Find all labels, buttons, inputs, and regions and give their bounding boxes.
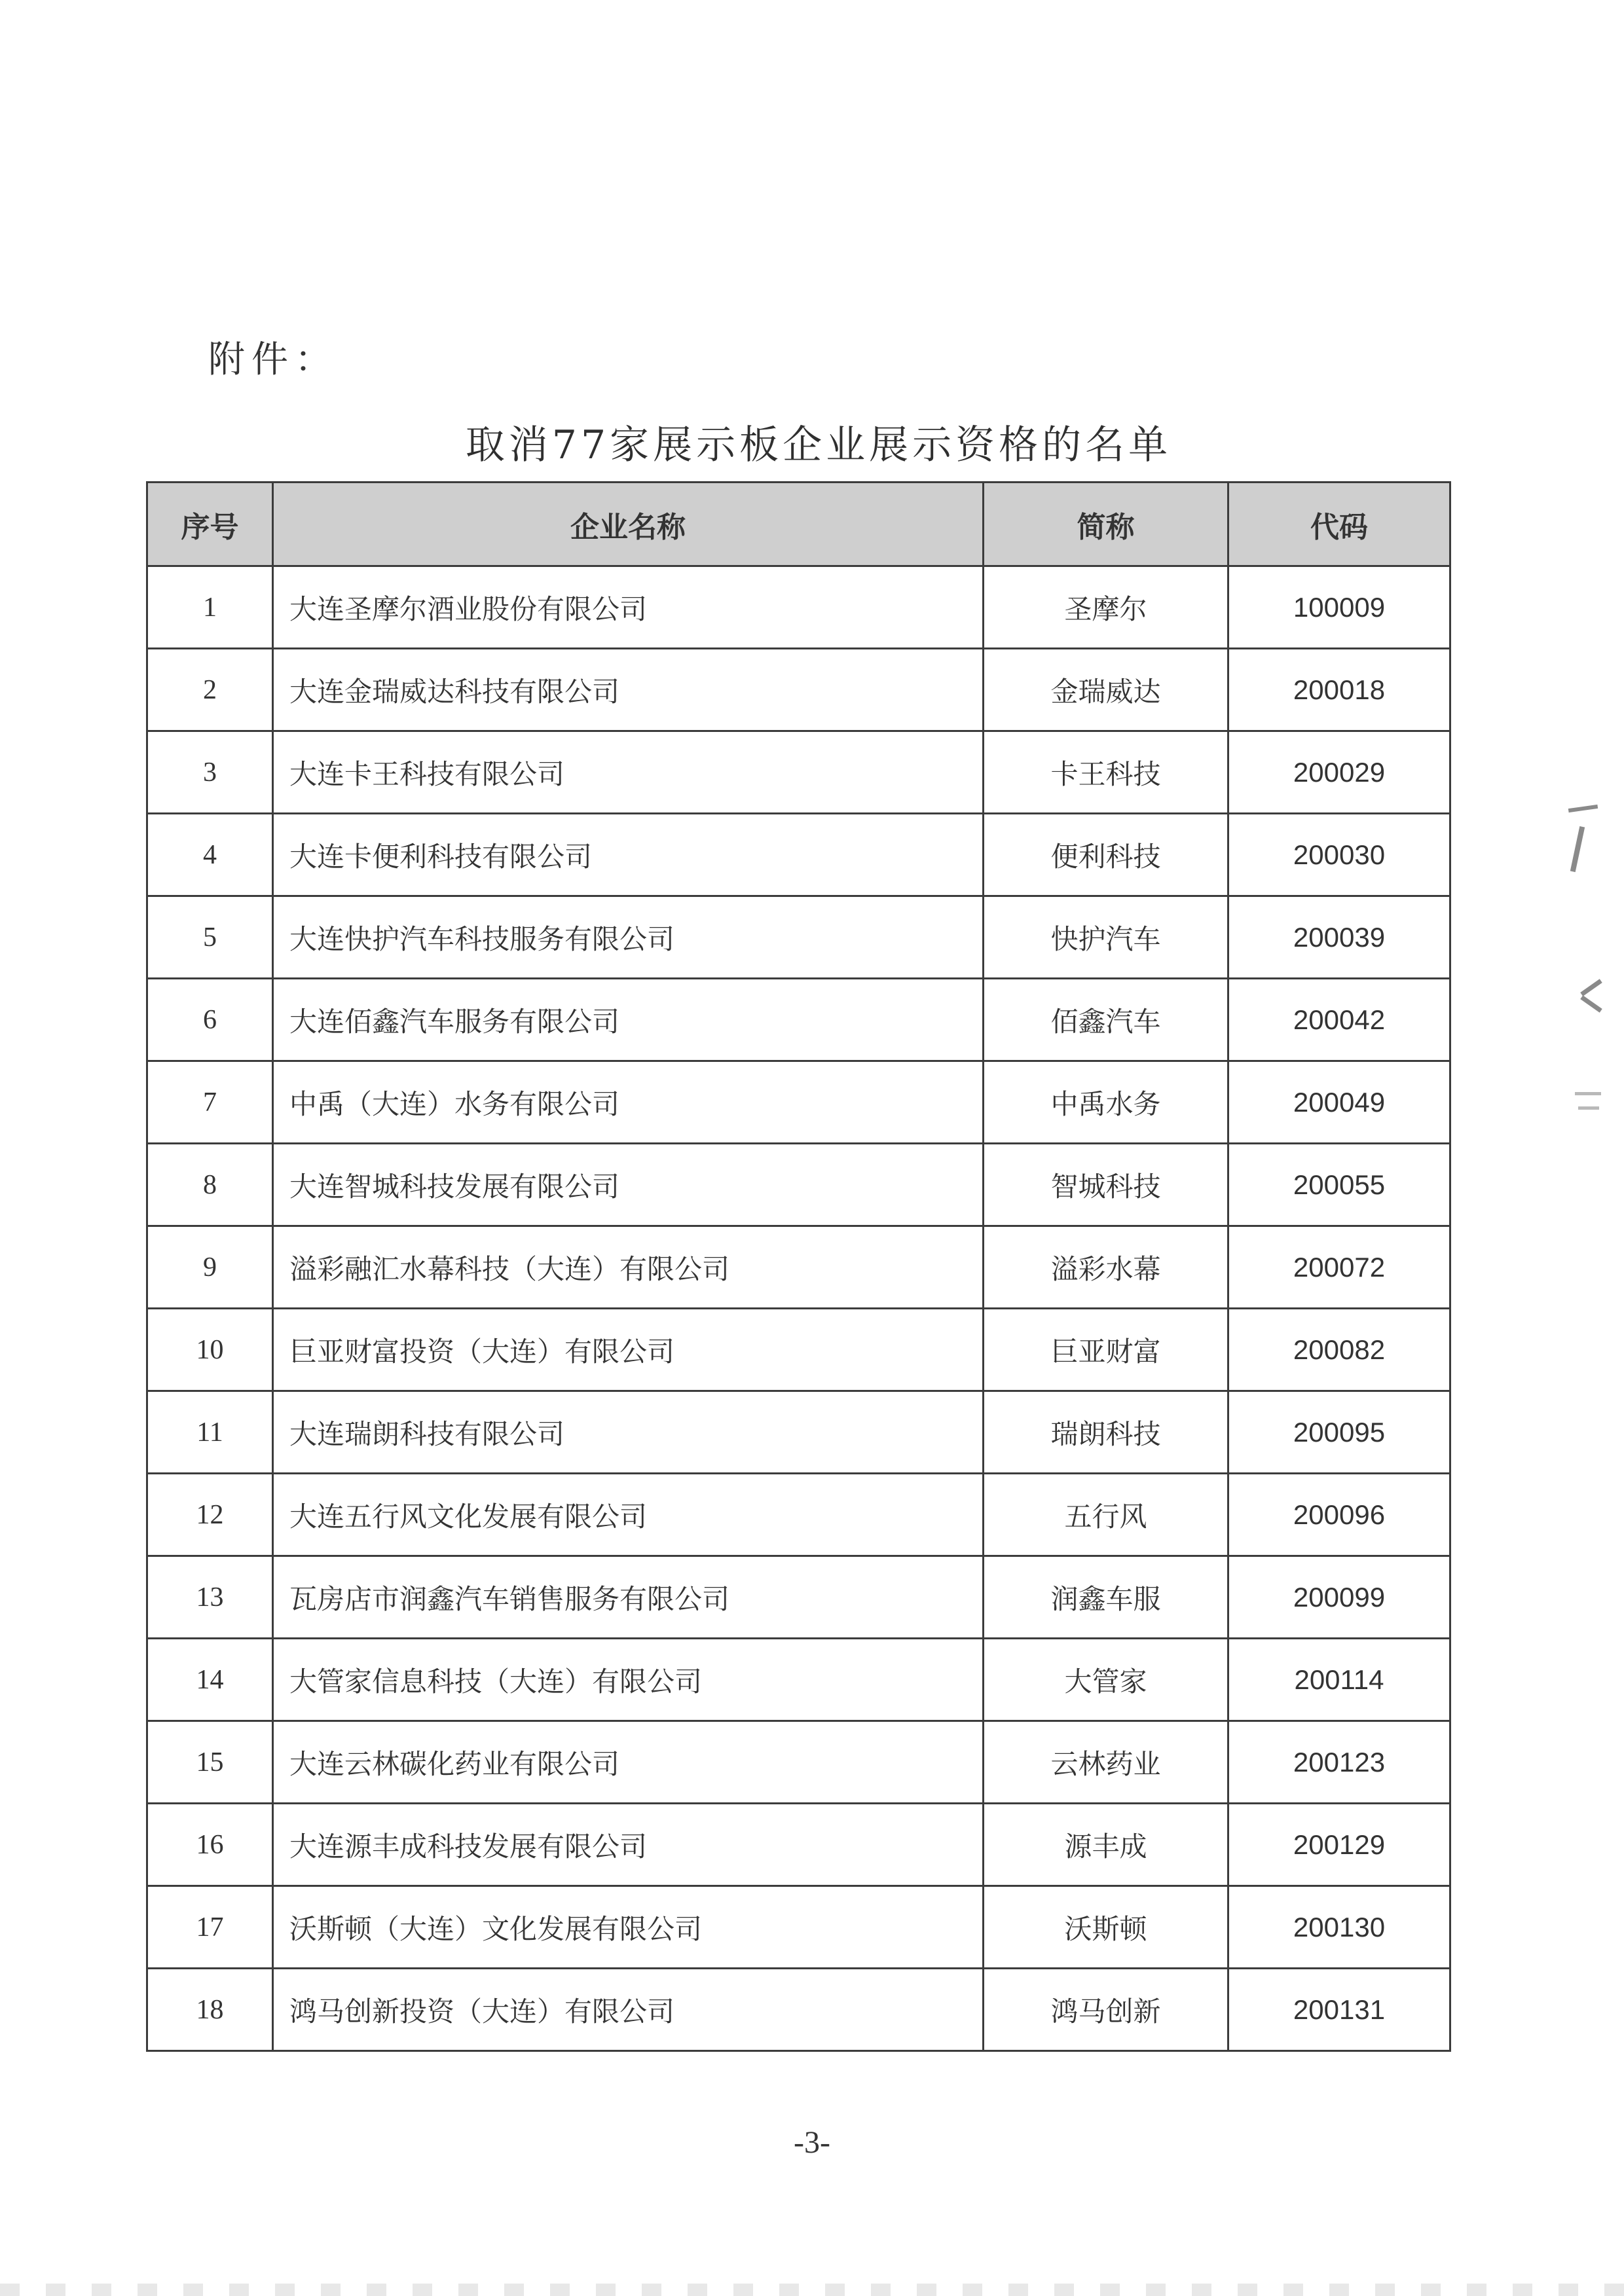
cell-code: 200055	[1228, 1144, 1450, 1226]
scan-bottom-noise	[0, 2284, 1624, 2296]
cell-abbreviation: 瑞朗科技	[984, 1391, 1228, 1474]
cell-seq: 14	[147, 1639, 273, 1721]
cell-abbreviation: 云林药业	[984, 1721, 1228, 1804]
cell-company-name: 大连卡便利科技有限公司	[273, 814, 984, 896]
cell-code: 200029	[1228, 731, 1450, 814]
table-row	[147, 649, 1450, 731]
table-row	[147, 1226, 1450, 1309]
cell-company-name: 巨亚财富投资（大连）有限公司	[273, 1309, 984, 1391]
cell-code: 200042	[1228, 979, 1450, 1061]
cell-company-name: 大连云林碳化药业有限公司	[273, 1721, 984, 1804]
cell-code: 200099	[1228, 1556, 1450, 1639]
cell-code: 200129	[1228, 1804, 1450, 1886]
cell-seq: 12	[147, 1474, 273, 1556]
table-row	[147, 566, 1450, 649]
table-row	[147, 1969, 1450, 2051]
cell-seq: 7	[147, 1061, 273, 1144]
cell-abbreviation: 润鑫车服	[984, 1556, 1228, 1639]
cell-company-name: 大连智城科技发展有限公司	[273, 1144, 984, 1226]
cell-code: 200123	[1228, 1721, 1450, 1804]
table-row	[147, 1886, 1450, 1969]
cell-seq: 9	[147, 1226, 273, 1309]
cell-code: 200018	[1228, 649, 1450, 731]
cell-abbreviation: 金瑞威达	[984, 649, 1228, 731]
scan-edge-mark	[1580, 979, 1602, 996]
cell-code: 200114	[1228, 1639, 1450, 1721]
document-title: 取消77家展示板企业展示资格的名单	[465, 422, 1172, 468]
cell-code: 200039	[1228, 896, 1450, 979]
attachment-label: 附件：	[208, 338, 338, 381]
cell-company-name: 大连源丰成科技发展有限公司	[273, 1804, 984, 1886]
header-seq: 序号	[147, 483, 273, 566]
table-row	[147, 1639, 1450, 1721]
cell-abbreviation: 沃斯顿	[984, 1886, 1228, 1969]
cell-company-name: 溢彩融汇水幕科技（大连）有限公司	[273, 1226, 984, 1309]
cell-code: 200131	[1228, 1969, 1450, 2051]
cell-seq: 5	[147, 896, 273, 979]
header-company-name: 企业名称	[273, 483, 984, 566]
cell-seq: 16	[147, 1804, 273, 1886]
table-row	[147, 1144, 1450, 1226]
cell-abbreviation: 鸿马创新	[984, 1969, 1228, 2051]
table-row	[147, 1721, 1450, 1804]
cell-seq: 15	[147, 1721, 273, 1804]
cell-seq: 4	[147, 814, 273, 896]
scan-edge-mark	[1568, 805, 1598, 812]
cell-abbreviation: 溢彩水幕	[984, 1226, 1228, 1309]
cell-code: 100009	[1228, 566, 1450, 649]
page-number: -3-	[794, 2125, 830, 2160]
cell-seq: 6	[147, 979, 273, 1061]
scan-edge-mark	[1580, 995, 1602, 1012]
cell-company-name: 大管家信息科技（大连）有限公司	[273, 1639, 984, 1721]
cell-company-name: 沃斯顿（大连）文化发展有限公司	[273, 1886, 984, 1969]
table-row	[147, 814, 1450, 896]
table-row	[147, 1474, 1450, 1556]
cell-abbreviation: 大管家	[984, 1639, 1228, 1721]
cell-company-name: 大连佰鑫汽车服务有限公司	[273, 979, 984, 1061]
cell-company-name: 中禹（大连）水务有限公司	[273, 1061, 984, 1144]
cell-seq: 3	[147, 731, 273, 814]
cell-code: 200096	[1228, 1474, 1450, 1556]
table-header-row	[147, 483, 1450, 566]
scan-edge-mark	[1578, 1106, 1599, 1110]
cell-company-name: 鸿马创新投资（大连）有限公司	[273, 1969, 984, 2051]
table-row	[147, 979, 1450, 1061]
cell-seq: 17	[147, 1886, 273, 1969]
table-row	[147, 1061, 1450, 1144]
scan-edge-mark	[1570, 826, 1585, 872]
header-code: 代码	[1228, 483, 1450, 566]
table-row	[147, 731, 1450, 814]
table-row	[147, 1391, 1450, 1474]
cell-code: 200095	[1228, 1391, 1450, 1474]
table-row	[147, 1309, 1450, 1391]
cell-company-name: 大连快护汽车科技服务有限公司	[273, 896, 984, 979]
cell-seq: 2	[147, 649, 273, 731]
cell-abbreviation: 快护汽车	[984, 896, 1228, 979]
cell-abbreviation: 智城科技	[984, 1144, 1228, 1226]
cell-company-name: 大连五行风文化发展有限公司	[273, 1474, 984, 1556]
cell-seq: 18	[147, 1969, 273, 2051]
cell-company-name: 大连卡王科技有限公司	[273, 731, 984, 814]
cell-company-name: 大连圣摩尔酒业股份有限公司	[273, 566, 984, 649]
cell-company-name: 大连瑞朗科技有限公司	[273, 1391, 984, 1474]
table-row	[147, 896, 1450, 979]
cell-abbreviation: 巨亚财富	[984, 1309, 1228, 1391]
cell-seq: 10	[147, 1309, 273, 1391]
cell-abbreviation: 中禹水务	[984, 1061, 1228, 1144]
scan-edge-mark	[1575, 1092, 1601, 1095]
cell-abbreviation: 佰鑫汽车	[984, 979, 1228, 1061]
cell-seq: 8	[147, 1144, 273, 1226]
cell-code: 200049	[1228, 1061, 1450, 1144]
table-row	[147, 1556, 1450, 1639]
cell-abbreviation: 圣摩尔	[984, 566, 1228, 649]
cell-code: 200072	[1228, 1226, 1450, 1309]
cell-abbreviation: 卡王科技	[984, 731, 1228, 814]
cell-code: 200130	[1228, 1886, 1450, 1969]
cell-seq: 13	[147, 1556, 273, 1639]
cell-company-name: 瓦房店市润鑫汽车销售服务有限公司	[273, 1556, 984, 1639]
cell-abbreviation: 源丰成	[984, 1804, 1228, 1886]
cell-seq: 11	[147, 1391, 273, 1474]
cell-code: 200030	[1228, 814, 1450, 896]
cell-company-name: 大连金瑞威达科技有限公司	[273, 649, 984, 731]
cell-code: 200082	[1228, 1309, 1450, 1391]
cell-abbreviation: 五行风	[984, 1474, 1228, 1556]
company-list-table	[146, 481, 1451, 2052]
cell-abbreviation: 便利科技	[984, 814, 1228, 896]
cell-seq: 1	[147, 566, 273, 649]
table-row	[147, 1804, 1450, 1886]
header-abbreviation: 简称	[984, 483, 1228, 566]
